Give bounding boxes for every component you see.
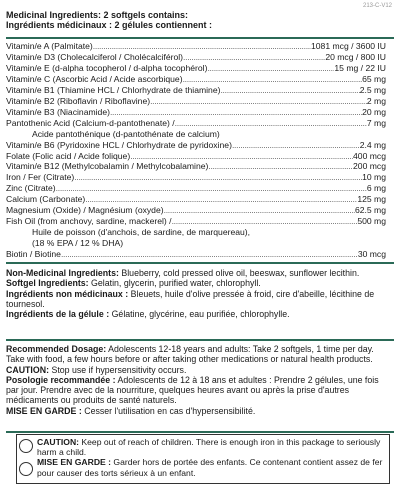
nonmedicinal-fr-label: Ingrédients non médicinaux : [6, 288, 129, 299]
leader-dots [208, 161, 353, 172]
warning-circle-icon [19, 462, 33, 476]
leader-dots [183, 74, 363, 85]
ingredients-header [6, 10, 212, 30]
dosage-garde-label: MISE EN GARDE : [6, 405, 82, 416]
gel-fr-label: Ingrédients de la gélule : [6, 309, 110, 320]
nonmedicinal-label: Non-Medicinal Ingredients: [6, 268, 119, 278]
ingredient-amount: 6 mg [366, 183, 386, 194]
leader-dots [220, 85, 359, 96]
ingredient-name: Pantothenic Acid (Calcium-d-pantothenate) / [6, 117, 175, 128]
ingredient-name: Vitamin/e A (Palmitate) [6, 41, 93, 51]
dosage-caution-text: Stop use if hypersensitivity occurs. [49, 364, 187, 375]
nonmedicinal-section [6, 268, 390, 319]
ingredient-name: Calcium (Carbonate) [6, 194, 86, 205]
leader-dots [232, 140, 360, 151]
warning-text [37, 437, 385, 478]
ingredient-row [6, 238, 386, 249]
section-divider [6, 262, 394, 264]
ingredient-amount: 62.5 mg [354, 205, 386, 216]
ingredient-amount: 2 mg [366, 95, 386, 106]
ingredient-amount: 20 mg [362, 106, 386, 117]
ingredient-name: Vitamin/e B6 (Pyridoxine HCL / Chlorhydrate de pyridoxine) [6, 139, 232, 150]
leader-dots [150, 96, 367, 107]
warning-box [16, 434, 390, 484]
dosage-fr-label: Posologie recommandée : [6, 374, 116, 385]
leader-dots [130, 151, 353, 162]
ingredient-name: Vitamin/e B12 (Methylcobalamin / Methylcobalamine) [6, 161, 209, 172]
ingredient-name: Vitamin/e B1 (Thiamine HCL / Chlorhydrate de thiamine) [6, 84, 221, 95]
ingredient-amount: 30 mcg [357, 249, 386, 260]
ingredient-row [6, 63, 386, 74]
ingredient-name: Biotin / Biotine [6, 249, 61, 260]
dosage-fr-text: Adolescents de 12 à 18 ans et adultes : Prendre 2 gélules, une fois par jour. Prendre avec de la nourriture, quelques heures avant ou après la prise d'autres médicaments ou produits de santé naturels. [6, 374, 379, 406]
ingredient-row [6, 161, 386, 172]
ingredient-row [6, 85, 386, 96]
ingredient-name: Vitamin/e B2 (Riboflavin / Riboflavine) [6, 95, 151, 106]
ingredient-amount: 7 mg [366, 117, 386, 128]
ingredient-name: Iron / Fer (Citrate) [6, 172, 75, 183]
nonmedicinal-text: Blueberry, cold pressed olive oil, beeswax, sunflower lecithin. [118, 268, 360, 278]
leader-dots [85, 194, 357, 205]
ingredient-name: Huile de poisson (d'anchois, de sardine, de marquereau), [32, 227, 251, 238]
product-code: 213-C-V12 [362, 3, 392, 9]
ingredient-amount: 500 mg [357, 216, 386, 227]
leader-dots [110, 107, 362, 118]
leader-dots [93, 41, 311, 52]
warning-fr-text: Garder hors de portée des enfants. Ce contenant contient assez de fer pour causer des torts sérieux à un enfant. [37, 457, 383, 478]
warning-en-text: Keep out of reach of children. There is enough iron in this package to seriously harm a child. [37, 437, 381, 458]
section-divider [6, 431, 394, 433]
ingredient-row [6, 52, 386, 63]
ingredient-row [6, 205, 386, 216]
ingredient-amount: 1081 mcg / 3600 IU [310, 41, 386, 51]
ingredient-row [6, 183, 386, 194]
ingredient-name: Vitamin/e C (Ascorbic Acid / Acide ascorbique) [6, 73, 183, 84]
ingredient-amount: 10 mg [362, 172, 386, 183]
ingredient-name: (18 % EPA / 12 % DHA) [32, 238, 124, 249]
ingredient-row [6, 227, 386, 238]
warning-circle-icon [19, 439, 33, 453]
leader-dots [183, 52, 325, 63]
dosage-section [6, 344, 390, 416]
ingredient-amount: 2.4 mg [359, 139, 386, 150]
ingredient-row [6, 151, 386, 162]
leader-dots [207, 63, 334, 74]
ingredient-row [6, 194, 386, 205]
ingredient-amount: 20 mcg / 800 IU [325, 51, 386, 62]
section-divider [6, 37, 394, 39]
ingredient-row [6, 118, 386, 129]
nonmedicinal-fr-text: Bleuets, huile d'olive pressée à froid, cire d'abeille, lécithine de tournesol. [6, 288, 375, 309]
ingredients-table [6, 41, 386, 260]
softgel-label: Softgel Ingredients: [6, 278, 89, 289]
ingredient-name: Vitamin/e B3 (Niacinamide) [6, 106, 110, 117]
leader-dots [164, 205, 355, 216]
ingredient-amount: 125 mg [357, 194, 386, 205]
ingredient-amount: 15 mg / 22 IU [334, 62, 386, 73]
leader-dots [172, 216, 358, 227]
leader-dots [61, 249, 358, 260]
ingredient-name: Magnesium (Oxide) / Magnésium (oxyde) [6, 205, 164, 216]
ingredient-row [6, 41, 386, 52]
ingredient-row [6, 216, 386, 227]
ingredients-header-fr: Ingrédients médicinaux : 2 gélules contiennent : [6, 20, 213, 30]
ingredient-row [6, 74, 386, 85]
dosage-text: Adolescents 12-18 years and adults: Take 2 softgels, 1 time per day. Take with food, a few hours before or after taking other medications or natural health products. [6, 344, 374, 365]
ingredient-amount: 200 mcg [353, 161, 386, 172]
ingredient-name: Vitamin/e E (d-alpha tocopherol / d-alpha tocophérol) [6, 62, 208, 73]
ingredient-name: Fish Oil (from anchovy, sardine, mackerel) / [6, 216, 172, 227]
ingredient-name: Acide pantothénique (d-pantothénate de calcium) [32, 128, 220, 139]
ingredient-row [6, 129, 386, 140]
ingredient-amount: 65 mg [362, 73, 386, 84]
gel-fr-text: Gélatine, glycérine, eau purifiée, chlorophylle. [109, 309, 290, 320]
ingredient-row [6, 107, 386, 118]
dosage-caution-label: CAUTION: [6, 364, 50, 375]
leader-dots [74, 172, 362, 183]
ingredient-row [6, 172, 386, 183]
leader-dots [175, 118, 367, 129]
ingredient-name: Folate (Folic acid / Acide folique) [6, 150, 131, 161]
ingredient-amount: 2.5 mg [359, 84, 386, 95]
ingredient-row [6, 96, 386, 107]
dosage-garde-text: Cesser l'utilisation en cas d'hypersensibilité. [81, 405, 256, 416]
ingredient-row [6, 249, 386, 260]
ingredient-name: Zinc (Citrate) [6, 183, 56, 194]
dosage-label: Recommended Dosage: [6, 344, 107, 354]
ingredients-header-en: Medicinal Ingredients: 2 softgels contains: [6, 10, 189, 20]
ingredient-amount: 400 mcg [353, 150, 386, 161]
warning-fr-label: MISE EN GARDE : [37, 457, 112, 468]
leader-dots [56, 183, 367, 194]
ingredient-row [6, 140, 386, 151]
softgel-text: Gelatin, glycerin, purified water, chlorophyll. [88, 278, 261, 289]
warning-en-label: CAUTION: [37, 437, 80, 447]
ingredient-name: Vitamin/e D3 (Cholecalciferol / Cholécalciférol) [6, 51, 184, 62]
section-divider [6, 339, 394, 341]
